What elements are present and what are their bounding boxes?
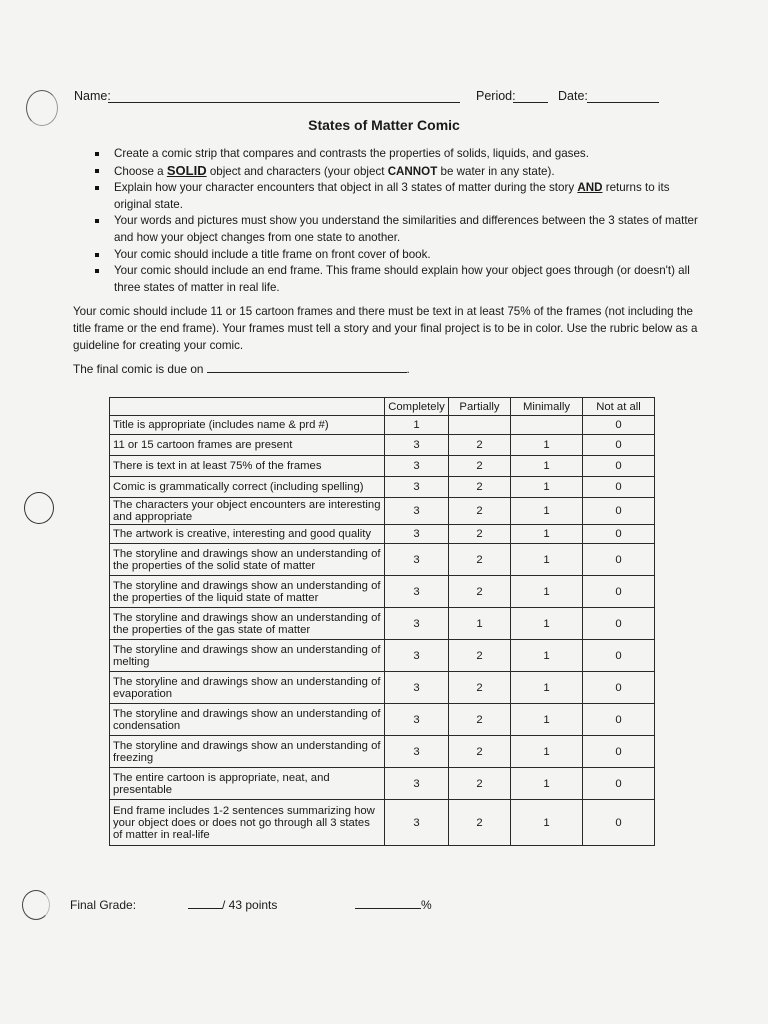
rubric-score-cell: 3 (385, 704, 449, 736)
rubric-criterion: Comic is grammatically correct (including spelling) (110, 477, 385, 498)
rubric-score-cell: 3 (385, 435, 449, 456)
due-date-line: The final comic is due on . (73, 362, 410, 376)
instructions-list (93, 146, 703, 296)
rubric-score-cell: 2 (449, 576, 511, 608)
rubric-score-cell: 2 (449, 498, 511, 525)
rubric-criterion: The storyline and drawings show an understanding of condensation (110, 704, 385, 736)
rubric-score-cell: 0 (583, 768, 655, 800)
rubric-score-cell: 0 (583, 800, 655, 846)
rubric-score-cell: 2 (449, 435, 511, 456)
instruction-item: Choose a SOLID object and characters (your object CANNOT be water in any state). (93, 163, 703, 181)
rubric-score-cell: 2 (449, 736, 511, 768)
rubric-score-cell: 2 (449, 477, 511, 498)
rubric-score-cell: 3 (385, 477, 449, 498)
rubric-criterion: The storyline and drawings show an understanding of freezing (110, 736, 385, 768)
rubric-row (110, 800, 655, 846)
rubric-criterion: The storyline and drawings show an understanding of evaporation (110, 672, 385, 704)
binder-hole-middle (24, 492, 54, 524)
rubric-score-cell: 1 (511, 525, 583, 544)
rubric-header-cell: Partially (449, 398, 511, 416)
rubric-score-cell: 3 (385, 672, 449, 704)
rubric-score-cell: 1 (511, 608, 583, 640)
rubric-score-cell: 3 (385, 640, 449, 672)
due-label: The final comic is due on (73, 362, 204, 376)
due-date-field[interactable] (207, 362, 407, 373)
name-field[interactable] (108, 102, 460, 103)
instruction-item: Create a comic strip that compares and contrasts the properties of solids, liquids, and gases. (93, 146, 703, 163)
rubric-score-cell: 3 (385, 768, 449, 800)
rubric-score-cell: 3 (385, 608, 449, 640)
rubric-score-cell: 0 (583, 435, 655, 456)
rubric-score-cell: 1 (511, 800, 583, 846)
rubric-score-cell: 0 (583, 736, 655, 768)
rubric-row (110, 435, 655, 456)
rubric-score-cell: 1 (511, 704, 583, 736)
rubric-row (110, 576, 655, 608)
rubric-row (110, 672, 655, 704)
period-field[interactable] (513, 102, 548, 103)
rubric-row (110, 768, 655, 800)
rubric-score-cell: 2 (449, 768, 511, 800)
instruction-item: Your words and pictures must show you understand the similarities and differences between the 3 states of matter and how your object changes from one state to another. (93, 213, 703, 246)
rubric-score-cell: 1 (511, 576, 583, 608)
instruction-item: Your comic should include a title frame on front cover of book. (93, 247, 703, 264)
rubric-row (110, 525, 655, 544)
rubric-score-cell: 1 (511, 736, 583, 768)
rubric-score-cell: 3 (385, 544, 449, 576)
instruction-item: Your comic should include an end frame. This frame should explain how your object goes through (or doesn't) all three states of matter in real life. (93, 263, 703, 296)
rubric-score-cell: 1 (511, 498, 583, 525)
rubric-score-cell: 2 (449, 525, 511, 544)
rubric-row (110, 456, 655, 477)
rubric-score-cell: 2 (449, 544, 511, 576)
rubric-row (110, 608, 655, 640)
rubric-row (110, 416, 655, 435)
instruction-item: Explain how your character encounters that object in all 3 states of matter during the story AND returns to its original state. (93, 180, 703, 213)
rubric-score-cell: 0 (583, 498, 655, 525)
binder-hole-bottom (22, 890, 50, 920)
rubric-row (110, 736, 655, 768)
rubric-score-cell: 0 (583, 416, 655, 435)
rubric-score-cell: 1 (385, 416, 449, 435)
rubric-score-cell: 1 (511, 435, 583, 456)
date-field[interactable] (587, 102, 659, 103)
rubric-score-cell: 3 (385, 576, 449, 608)
rubric-criterion: There is text in at least 75% of the frames (110, 456, 385, 477)
rubric-score-cell: 1 (511, 768, 583, 800)
rubric-score-cell: 3 (385, 498, 449, 525)
rubric-header-cell: Not at all (583, 398, 655, 416)
rubric-criterion: Title is appropriate (includes name & prd #) (110, 416, 385, 435)
page-title: States of Matter Comic (308, 117, 460, 133)
rubric-score-cell: 3 (385, 800, 449, 846)
rubric-score-cell: 0 (583, 477, 655, 498)
rubric-score-cell: 2 (449, 704, 511, 736)
rubric-score-cell: 1 (511, 544, 583, 576)
rubric-score-cell: 3 (385, 736, 449, 768)
rubric-criterion: The storyline and drawings show an understanding of the properties of the solid state of matter (110, 544, 385, 576)
rubric-score-cell: 1 (511, 456, 583, 477)
name-label: Name: (74, 89, 111, 103)
rubric-criterion: The storyline and drawings show an understanding of melting (110, 640, 385, 672)
rubric-row (110, 544, 655, 576)
rubric-score-cell: 0 (583, 608, 655, 640)
rubric-criterion: The artwork is creative, interesting and good quality (110, 525, 385, 544)
points-field[interactable] (188, 898, 222, 909)
rubric-score-cell: 1 (449, 608, 511, 640)
rubric-score-cell: 1 (511, 640, 583, 672)
rubric-score-cell: 0 (583, 672, 655, 704)
period-label: Period: (476, 89, 516, 103)
rubric-score-cell: 2 (449, 672, 511, 704)
rubric-score-cell: 2 (449, 456, 511, 477)
final-grade-label: Final Grade: (70, 898, 137, 912)
rubric-criterion: The storyline and drawings show an understanding of the properties of the liquid state of matter (110, 576, 385, 608)
percent-field[interactable] (355, 898, 421, 909)
rubric-score-cell: 0 (583, 456, 655, 477)
rubric-score-cell: 2 (449, 640, 511, 672)
rubric-score-cell: 0 (583, 544, 655, 576)
requirements-paragraph: Your comic should include 11 or 15 cartoon frames and there must be text in at least 75% of the frames (not including the title frame or the end frame). Your frames must tell a story and your final project is to be in color. Use the rubric below as a guideline for creating your comic. (73, 305, 698, 352)
rubric-criterion: The storyline and drawings show an understanding of the properties of the gas state of matter (110, 608, 385, 640)
rubric-criterion: End frame includes 1-2 sentences summarizing how your object does or does not go through all 3 states of matter in real-life (110, 800, 385, 846)
rubric-score-cell: 0 (583, 576, 655, 608)
rubric-score-cell: 2 (449, 800, 511, 846)
date-label: Date: (558, 89, 588, 103)
rubric-score-cell: 3 (385, 525, 449, 544)
rubric-score-cell: 3 (385, 456, 449, 477)
rubric-score-cell: 0 (583, 640, 655, 672)
rubric-row (110, 498, 655, 525)
rubric-score-cell: 0 (583, 525, 655, 544)
rubric-header-blank (110, 398, 385, 416)
rubric-score-cell: 1 (511, 477, 583, 498)
rubric-table (109, 397, 655, 846)
rubric-row (110, 477, 655, 498)
rubric-score-cell: 1 (511, 672, 583, 704)
rubric-score-cell (511, 416, 583, 435)
rubric-header-cell: Completely (385, 398, 449, 416)
rubric-criterion: 11 or 15 cartoon frames are present (110, 435, 385, 456)
rubric-score-cell: 0 (583, 704, 655, 736)
rubric-score-cell (449, 416, 511, 435)
final-grade-points: / 43 points (188, 898, 277, 912)
rubric-row (110, 704, 655, 736)
rubric-row (110, 640, 655, 672)
rubric-criterion: The characters your object encounters are interesting and appropriate (110, 498, 385, 525)
final-grade-percent: % (355, 898, 432, 912)
rubric-criterion: The entire cartoon is appropriate, neat, and presentable (110, 768, 385, 800)
rubric-header-cell: Minimally (511, 398, 583, 416)
